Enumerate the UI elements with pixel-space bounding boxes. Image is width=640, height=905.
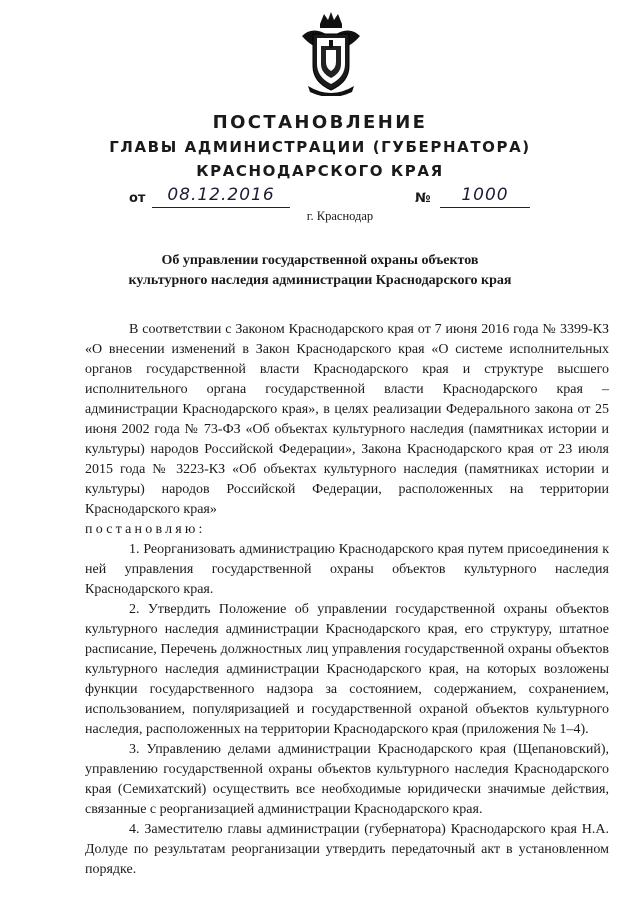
date-label: от <box>129 191 146 206</box>
decree-word: постановляю: <box>85 522 206 537</box>
handwritten-number: 1000 <box>440 185 530 208</box>
document-type-title: ПОСТАНОВЛЕНИЕ <box>212 112 428 133</box>
preamble-paragraph: В соответствии с Законом Краснодарского края от 7 июня 2016 года № 3399-КЗ «О внесении изменений в Закон Краснодарского края «О системе исполнительных органов государственной власти Краснодарского края и структуре высшего исполнительного органа государственной власти Краснодарского края – администрации Краснодарского края», в целях реализации Федерального закона от 25 июня 2002 года № 73-ФЗ «Об объектах культурного наследия (памятниках истории и культуры) народов Российской Федерации», Закона Краснодарского края от 23 июля 2015 года № 3223-КЗ «Об объектах культурного наследия (памятниках истории и культуры) народов Российской Федерации, расположенных на территории Краснодарского края» <box>85 322 609 517</box>
item-paragraph-3: 3. Управлению делами администрации Краснодарского края (Щепановский), управлению государственной охраны объектов культурного наследия Краснодарского края (Семихатский) осуществить все необходимые юридически значимые действия, связанные с реорганизацией администрации Краснодарского края. <box>85 742 609 817</box>
issuer-region-line: КРАСНОДАРСКОГО КРАЯ <box>196 162 444 180</box>
item-paragraph-2: 2. Утвердить Положение об управлении государственной охраны объектов культурного наследия администрации Краснодарского края, его структуру, штатное расписание, Перечень должностных лиц управления государственной охраны объектов культурного наследия администрации Краснодарского края, на которых возложены функции государственного надзора за состоянием, содержанием, сохранением, использованием, популяризацией и государственной охраной объектов культурного наследия, расположенных на территории Краснодарского края (приложения № 1–4). <box>85 602 609 737</box>
coat-of-arms-emblem <box>298 10 364 96</box>
subject-line-1: Об управлении государственной охраны объектов <box>161 253 479 268</box>
item-paragraph-4: 4. Заместителю главы администрации (губернатора) Краснодарского края Н.А. Долуде по результатам реорганизации утвердить передаточный акт в установленном порядке. <box>85 822 609 877</box>
document-subject <box>0 251 640 291</box>
handwritten-date: 08.12.2016 <box>152 185 290 208</box>
city-line: г. Краснодар <box>306 209 374 223</box>
document-body <box>85 320 609 880</box>
issuer-line: ГЛАВЫ АДМИНИСТРАЦИИ (ГУБЕРНАТОРА) <box>109 138 531 156</box>
subject-line-2: культурного наследия администрации Краснодарского края <box>128 273 512 288</box>
date-number-row <box>0 185 640 211</box>
number-label: № <box>415 191 431 206</box>
item-paragraph-1: 1. Реорганизовать администрацию Краснодарского края путем присоединения к ней управления государственной охраны объектов культурного наследия Краснодарского края. <box>85 542 609 597</box>
